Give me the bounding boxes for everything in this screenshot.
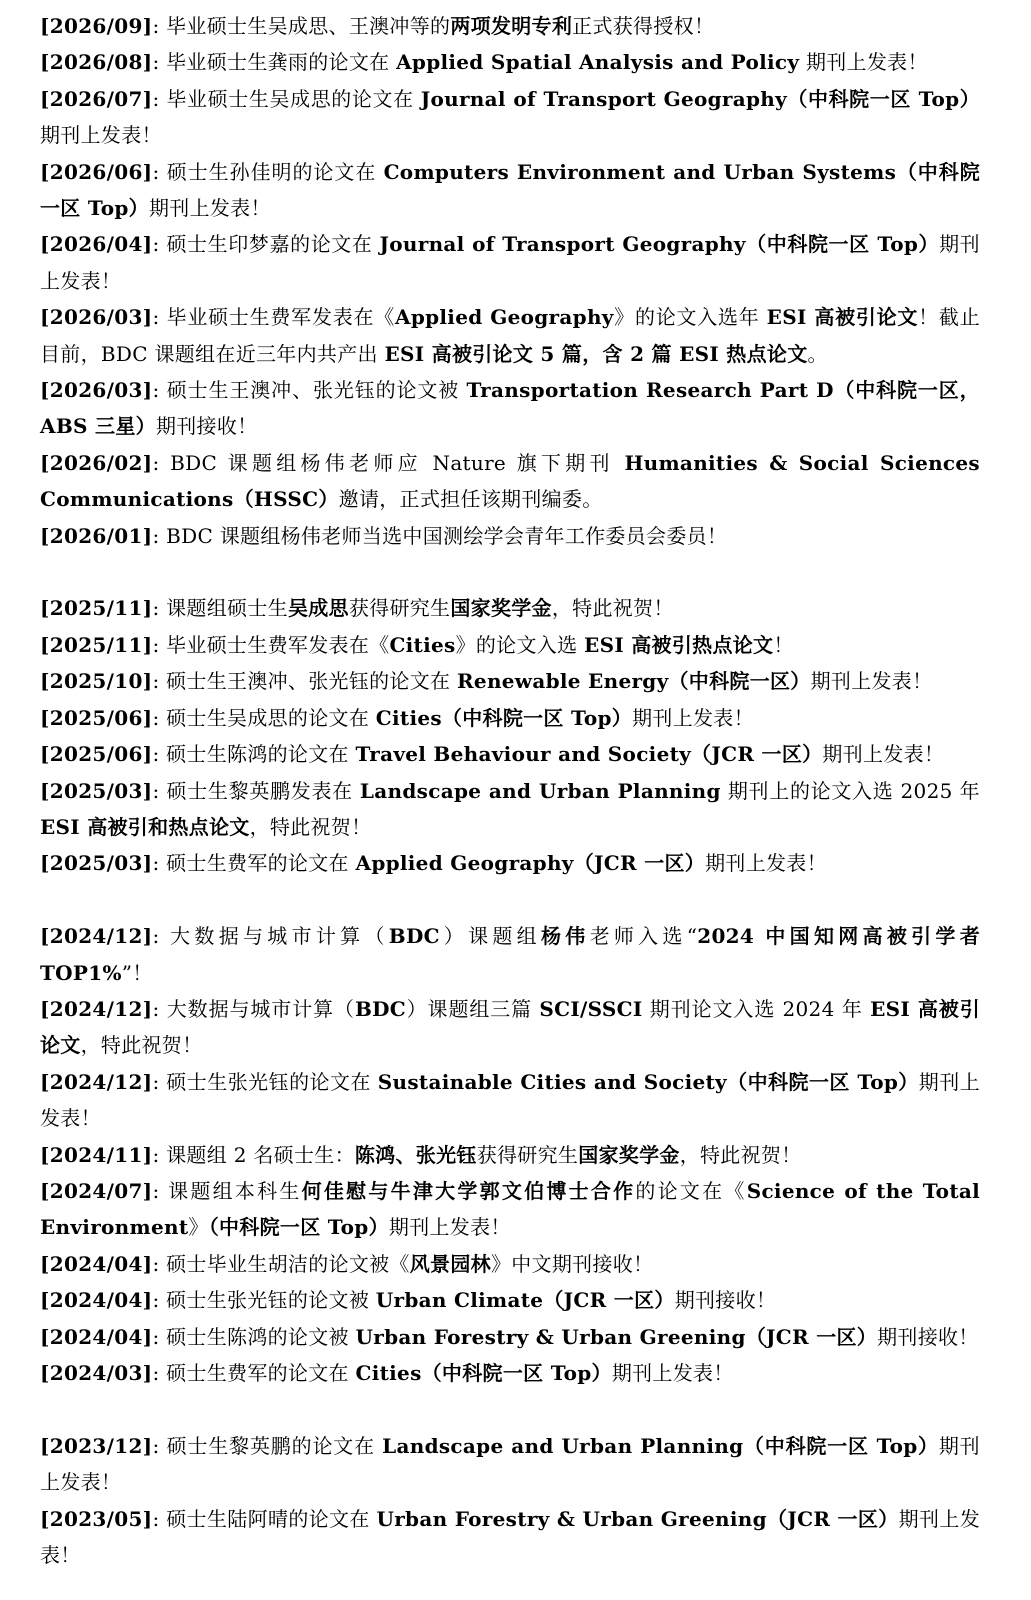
news-item: [40, 1501, 980, 1574]
news-date: [2026/08]: [40, 50, 153, 75]
news-highlight: ESI 高被引热点论文: [584, 632, 774, 657]
news-date: [2026/03]: [40, 378, 153, 403]
news-item: [40, 372, 980, 445]
news-item: [40, 8, 980, 44]
news-text: ）课题组三篇: [406, 996, 540, 1021]
news-date: [2026/06]: [40, 159, 153, 184]
news-date: [2026/03]: [40, 305, 153, 330]
news-date: [2025/10]: [40, 669, 153, 694]
news-text: : 硕士生孙佳明的论文在: [152, 159, 384, 184]
news-text: 期刊上发表！: [148, 196, 271, 221]
news-item: [40, 845, 980, 881]
news-item: [40, 1173, 980, 1246]
news-date: [2023/05]: [40, 1506, 153, 1531]
news-text: 期刊上发表！: [40, 123, 162, 148]
news-item: [40, 1137, 980, 1173]
news-highlight: 两项发明专利: [450, 14, 573, 38]
news-text: : 硕士生王澳冲、张光钰的论文被: [152, 378, 467, 403]
news-text: : 硕士生陈鸿的论文在: [152, 742, 356, 767]
news-highlight: Renewable Energy（中科院一区）: [457, 669, 811, 694]
news-text: 》中文期刊接收！: [490, 1251, 654, 1276]
news-text: 期刊上发表！: [388, 1215, 511, 1240]
news-item: [40, 918, 980, 991]
news-text: 期刊上发表！: [799, 50, 928, 75]
news-text: : 毕业硕士生费军发表在《: [152, 632, 390, 657]
news-item: [40, 663, 980, 699]
news-text: : BDC 课题组杨伟老师当选中国测绘学会青年工作委员会委员！: [152, 523, 728, 548]
news-text: : 课题组 2 名硕士生：: [152, 1142, 355, 1167]
news-item: [40, 773, 980, 846]
news-item: [40, 1064, 980, 1137]
news-text: : 硕士生张光钰的论文被: [152, 1288, 376, 1313]
news-text: 期刊上发表！: [810, 669, 933, 694]
news-highlight: Journal of Transport Geography（中科院一区 Top）: [379, 232, 940, 257]
news-date: [2025/11]: [40, 632, 153, 657]
group-spacer: [40, 1391, 980, 1427]
news-text: 正式获得授权！: [572, 14, 715, 38]
news-text: : 硕士生王澳冲、张光钰的论文在: [152, 669, 457, 694]
news-text: 期刊上发表！: [40, 1433, 980, 1495]
news-highlight: 国家奖学金: [450, 596, 552, 621]
news-text: 期刊接收！: [877, 1324, 979, 1349]
news-highlight: Applied Geography（JCR 一区）: [355, 851, 706, 876]
news-text: : 大数据与城市计算（: [152, 996, 355, 1021]
news-highlight: Applied Spatial Analysis and Policy: [396, 50, 800, 75]
news-date: [2025/11]: [40, 596, 153, 621]
news-date: [2024/04]: [40, 1251, 153, 1276]
news-date: [2026/04]: [40, 232, 153, 257]
news-item: [40, 226, 980, 299]
news-date: [2024/03]: [40, 1361, 153, 1385]
news-highlight: Cities（中科院一区 Top）: [355, 1361, 612, 1385]
news-text: : 硕士生陆阿晴的论文在: [152, 1506, 377, 1531]
news-highlight: 陈鸿、张光钰: [354, 1142, 477, 1167]
news-text: : 硕士生张光钰的论文在: [152, 1069, 378, 1094]
news-item: [40, 1282, 980, 1318]
news-item: [40, 1319, 980, 1355]
news-highlight: 吴成思: [287, 596, 349, 621]
news-text: 期刊上的论文入选 2025 年: [720, 778, 980, 803]
news-text: 》: [188, 1215, 209, 1240]
news-date: [2025/03]: [40, 851, 153, 876]
news-highlight: Computers Environment and Urban Systems（中科院一区 Top）: [40, 159, 980, 221]
news-date: [2025/06]: [40, 742, 153, 767]
news-text: : 大数据与城市计算（: [152, 924, 389, 949]
news-text: ，特此祝贺！: [551, 596, 674, 621]
news-item: [40, 299, 980, 372]
news-highlight: Science of the Total Environment: [40, 1178, 981, 1240]
news-highlight: Urban Forestry & Urban Greening（JCR 一区）: [376, 1506, 899, 1531]
news-item: [40, 81, 980, 154]
news-text: 期刊上发表！: [40, 1069, 981, 1131]
news-text: : 毕业硕士生龚雨的论文在: [152, 50, 397, 75]
news-text: 期刊接收！: [674, 1288, 777, 1313]
news-text: 获得研究生: [476, 1142, 579, 1167]
news-text: 期刊上发表！: [40, 1506, 980, 1568]
news-text: : 硕士生黎英鹏发表在: [152, 778, 360, 803]
news-item: [40, 44, 980, 80]
news-highlight: Landscape and Urban Planning: [359, 778, 721, 803]
news-highlight: ESI 高被引论文: [40, 996, 980, 1058]
news-highlight: Journal of Transport Geography（中科院一区 Top）: [420, 86, 980, 111]
news-text: 期刊上发表！: [822, 742, 945, 767]
news-highlight: 2024 中国知网高被引学者 TOP1%: [40, 924, 980, 985]
news-text: : BDC 课题组杨伟老师应 Nature 旗下期刊: [152, 450, 625, 475]
news-text: ，特此祝贺！: [679, 1142, 802, 1167]
news-text: ”！: [121, 960, 153, 985]
news-text: : 课题组本科生: [152, 1178, 302, 1203]
news-date: [2024/04]: [40, 1324, 153, 1349]
news-date: [2026/07]: [40, 86, 153, 111]
group-spacer: [40, 882, 980, 918]
group-spacer: [40, 554, 980, 590]
news-text: : 硕士生费军的论文在: [152, 1361, 356, 1385]
news-text: 老师入选“: [589, 924, 698, 949]
news-text: ，特此祝贺！: [80, 1033, 203, 1058]
news-date: [2025/03]: [40, 778, 153, 803]
news-text: 邀请，正式担任该期刊编委。: [338, 487, 603, 512]
news-text: 期刊上发表！: [611, 1361, 734, 1385]
news-text: 期刊上发表！: [632, 705, 754, 730]
news-text: ，特此祝贺！: [249, 814, 372, 839]
news-text: 的论文在《: [635, 1178, 747, 1203]
news-text: ！截止目前，BDC 课题组在近三年内共产出: [40, 305, 981, 366]
news-text: : 硕士生吴成思的论文在: [152, 705, 376, 730]
news-highlight: Cities: [389, 632, 456, 657]
news-highlight: Sustainable Cities and Society（中科院一区 Top）: [377, 1069, 919, 1094]
news-date: [2026/02]: [40, 450, 153, 475]
news-date: [2025/06]: [40, 705, 153, 730]
news-date: [2023/12]: [40, 1433, 153, 1458]
news-text: 》的论文入选: [455, 632, 585, 657]
news-highlight: SCI/SSCI: [539, 996, 643, 1021]
news-highlight: Transportation Research Part D（中科院一区，ABS 三星）: [40, 378, 980, 439]
news-highlight: （中科院一区 Top）: [208, 1215, 389, 1240]
news-highlight: ESI 高被引论文 5 篇，含 2 篇 ESI 热点论文: [384, 341, 808, 366]
news-item: [40, 1355, 980, 1391]
news-highlight: 风景园林: [409, 1251, 491, 1276]
news-item: [40, 991, 980, 1064]
news-item: [40, 518, 980, 554]
news-highlight: Applied Geography: [395, 305, 614, 330]
news-text: 。: [807, 341, 828, 366]
news-item: [40, 1246, 980, 1282]
news-date: [2026/09]: [40, 14, 153, 38]
news-date: [2026/01]: [40, 523, 153, 548]
news-text: : 硕士生印梦嘉的论文在: [152, 232, 380, 257]
news-text: 》的论文入选年: [613, 305, 767, 330]
news-highlight: ESI 高被引和热点论文: [40, 814, 250, 839]
news-text: 获得研究生: [348, 596, 451, 621]
news-text: : 硕士生费军的论文在: [152, 851, 356, 876]
news-highlight: ESI 高被引论文: [766, 305, 919, 330]
news-highlight: Urban Forestry & Urban Greening（JCR 一区）: [355, 1324, 878, 1349]
news-item: [40, 627, 980, 663]
news-date: [2024/12]: [40, 1069, 153, 1094]
news-highlight: BDC: [354, 996, 407, 1021]
news-item: [40, 445, 980, 518]
news-item: [40, 154, 980, 227]
news-highlight: 何佳慰与牛津大学郭文伯博士合作: [301, 1178, 636, 1203]
news-highlight: Cities（中科院一区 Top）: [375, 705, 633, 730]
news-text: : 硕士生黎英鹏的论文在: [152, 1433, 383, 1458]
news-text: 期刊上发表！: [40, 232, 980, 293]
news-highlight: BDC: [388, 924, 440, 949]
news-highlight: 杨伟: [540, 924, 590, 949]
news-text: : 毕业硕士生吴成思、王澳冲等的: [152, 14, 451, 38]
news-text: : 硕士毕业生胡洁的论文被《: [152, 1251, 410, 1276]
news-highlight: Urban Climate（JCR 一区）: [375, 1288, 675, 1313]
news-text: ！: [773, 632, 794, 657]
news-item: [40, 700, 980, 736]
news-date: [2024/12]: [40, 996, 153, 1021]
news-text: 期刊论文入选 2024 年: [642, 996, 871, 1021]
news-text: 期刊上发表！: [705, 851, 827, 876]
news-text: : 课题组硕士生: [152, 596, 288, 621]
news-text: 期刊接收！: [155, 414, 258, 439]
news-text: : 毕业硕士生吴成思的论文在: [152, 86, 421, 111]
news-highlight: Humanities & Social Sciences Communications（HSSC）: [40, 450, 980, 512]
news-item: [40, 1428, 980, 1501]
news-text: ）课题组: [439, 924, 541, 949]
news-highlight: Landscape and Urban Planning（中科院一区 Top）: [382, 1433, 939, 1458]
news-date: [2024/07]: [40, 1178, 153, 1203]
news-highlight: Travel Behaviour and Society（JCR 一区）: [355, 742, 823, 767]
news-item: [40, 736, 980, 772]
news-item: [40, 590, 980, 626]
news-date: [2024/11]: [40, 1142, 153, 1167]
news-list: [40, 8, 980, 1573]
news-text: : 硕士生陈鸿的论文被: [152, 1324, 356, 1349]
news-date: [2024/04]: [40, 1288, 153, 1313]
news-highlight: 国家奖学金: [578, 1142, 680, 1167]
news-date: [2024/12]: [40, 924, 153, 949]
news-text: : 毕业硕士生费军发表在《: [152, 305, 396, 330]
